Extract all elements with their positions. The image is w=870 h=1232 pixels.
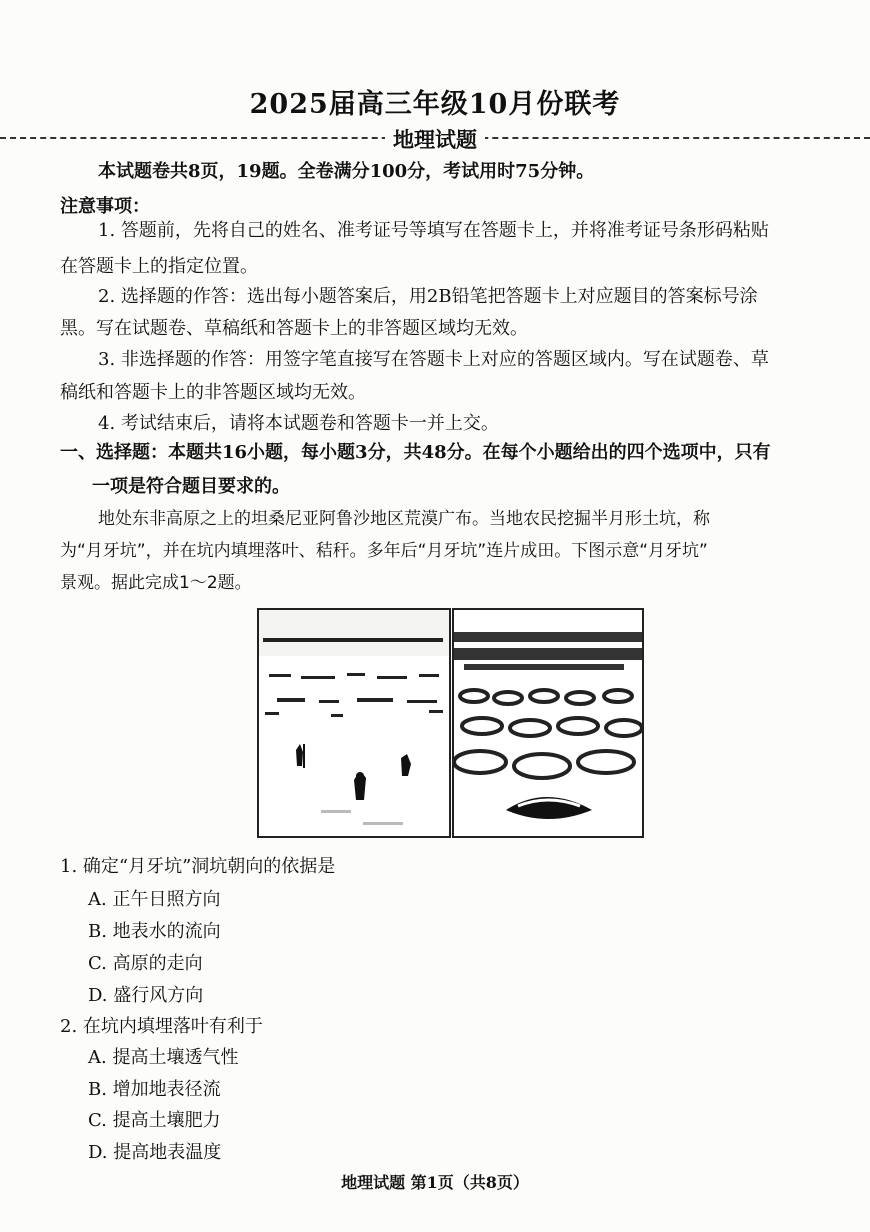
notice-item-3-line2: 稿纸和答题卡上的非答题区域均无效。 [60,382,366,403]
notice-item-2-line1: 2. 选择题的作答：选出每小题答案后，用2B铅笔把答题卡上对应题目的答案标号涂 [98,286,758,307]
passage-line2: 为“月牙坑”，并在坑内填埋落叶、秸秆。多年后“月牙坑”连片成田。下图示意“月牙坑” [60,541,708,561]
exam-title: 2025届高三年级10月份联考 [249,89,621,120]
notice-item-3-line1: 3. 非选择题的作答：用签字笔直接写在答题卡上对应的答题区域内。写在试题卷、草 [98,349,769,370]
section-heading-line1: 一、选择题：本题共16小题，每小题3分，共48分。在每个小题给出的四个选项中，只有 [60,442,771,463]
subject-title [0,124,870,154]
question-1-option-b: B. 地表水的流向 [88,921,221,942]
photo-crescent-pits-landscape [452,608,644,838]
notice-item-1-line2: 在答题卡上的指定位置。 [60,256,258,277]
question-2-option-c: C. 提高土壤肥力 [88,1110,221,1131]
question-2-option-d: D. 提高地表温度 [88,1142,222,1163]
question-1-option-a: A. 正午日照方向 [88,889,221,910]
page-footer: 地理试题 第1页（共8页） [341,1173,529,1192]
notice-item-1-line1: 1. 答题前，先将自己的姓名、准考证号等填写在答题卡上，并将准考证号条形码粘贴 [98,220,769,241]
passage-line3: 景观。据此完成1～2题。 [60,573,252,593]
question-2-stem: 2. 在坑内填埋落叶有利于 [60,1016,263,1037]
question-1-option-d: D. 盛行风方向 [88,985,204,1006]
question-2-option-a: A. 提高土壤透气性 [88,1047,239,1068]
notice-item-2-line2: 黑。写在试题卷、草稿纸和答题卡上的非答题区域均无效。 [60,318,528,339]
subject-title-text: 地理试题 [385,127,485,152]
photo-farmers-digging [257,608,451,838]
section-heading-line2: 一项是符合题目要求的。 [92,476,290,497]
question-2-option-b: B. 增加地表径流 [88,1079,221,1100]
passage-line1: 地处东非高原之上的坦桑尼亚阿鲁沙地区荒漠广布。当地农民挖掘半月形土坑，称 [98,509,710,529]
question-1-stem: 1. 确定“月牙坑”洞坑朝向的依据是 [60,856,336,877]
question-1-option-c: C. 高原的走向 [88,953,203,974]
notice-item-4: 4. 考试结束后，请将本试题卷和答题卡一并上交。 [98,413,499,434]
exam-intro: 本试题卷共8页，19题。全卷满分100分，考试用时75分钟。 [98,161,595,182]
notice-heading: 注意事项： [60,196,150,217]
